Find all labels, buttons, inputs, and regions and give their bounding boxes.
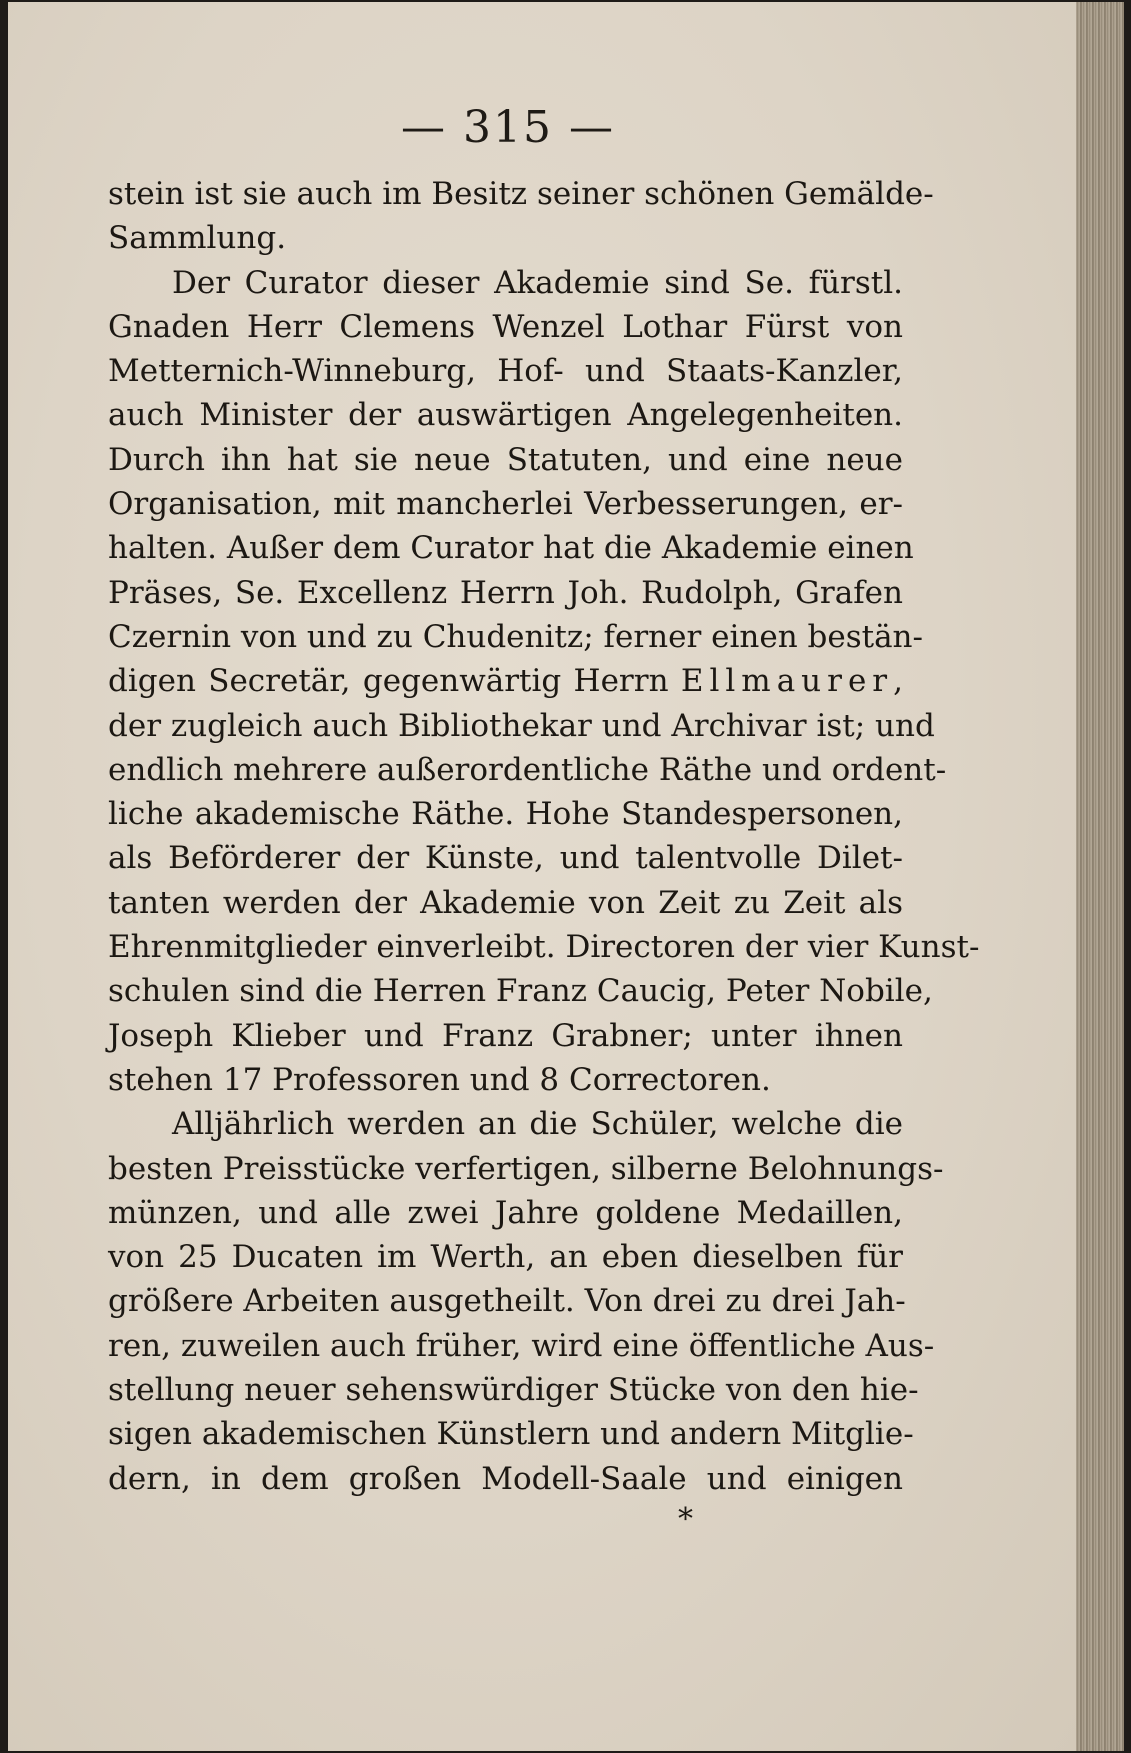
text-line: als Beförderer der Künste, und talentvolle Dilet- [108,840,903,877]
text-line [108,659,903,703]
text-segment: , [893,663,903,700]
text-line: tanten werden der Akademie von Zeit zu Zeit als [108,884,903,921]
text-line: dern, in dem großen Modell-Saale und einigen [108,1460,903,1497]
text-line: sigen akademischen Künstlern und andern Mitglie- [108,1416,914,1453]
text-segment: digen Secretär, gegenwärtig Herrn [108,663,669,700]
text-line: stellung neuer sehenswürdiger Stücke von den hie- [108,1372,919,1409]
paragraph-3 [108,1102,944,1501]
text-line: schulen sind die Herren Franz Caucig, Peter Nobile, [108,973,933,1010]
text-line: Gnaden Herr Clemens Wenzel Lothar Fürst von [108,308,903,345]
paragraph-2 [108,261,980,1103]
text-line: Ehrenmitglieder einverleibt. Directoren der vier Kunst- [108,929,980,966]
catchword-asterisk: * [678,1502,693,1537]
text-line: Sammlung. [108,220,287,257]
text-line: Der Curator dieser Akademie sind Se. fürstl. [172,264,903,301]
book-page-edges [1076,2,1124,1751]
text-line: liche akademische Räthe. Hohe Standespersonen, [108,796,903,833]
text-line: Präses, Se. Excellenz Herrn Joh. Rudolph, Grafen [108,574,903,611]
text-line: auch Minister der auswärtigen Angelegenheiten. [108,397,903,434]
text-line: Joseph Klieber und Franz Grabner; unter ihnen [108,1017,903,1054]
page-number-header: — 315 — [401,102,615,153]
text-line: Organisation, mit mancherlei Verbesserungen, er- [108,486,903,523]
text-line: stehen 17 Professoren und 8 Correctoren. [108,1061,771,1098]
paper-page [8,2,1077,1751]
text-line: Durch ihn hat sie neue Statuten, und eine neue [108,441,903,478]
text-line: besten Preisstücke verfertigen, silberne Belohnungs- [108,1150,944,1187]
text-line: Alljährlich werden an die Schüler, welche die [172,1106,903,1143]
text-line: größere Arbeiten ausgetheilt. Von drei zu drei Jah- [108,1283,906,1320]
text-line: stein ist sie auch im Besitz seiner schönen Gemälde- [108,176,934,212]
paragraph-1 [108,172,934,261]
text-line: der zugleich auch Bibliothekar und Archivar ist; und [108,707,935,744]
text-line: ren, zuweilen auch früher, wird eine öffentliche Aus- [108,1327,935,1364]
spaced-name: Ellmaurer [680,663,894,700]
text-line: Metternich-Winneburg, Hof- und Staats-Kanzler, [108,353,903,390]
body-text [108,172,980,1501]
text-line: endlich mehrere außerordentliche Räthe und ordent- [108,751,947,788]
text-line: halten. Außer dem Curator hat die Akademie einen [108,530,914,567]
text-line: von 25 Ducaten im Werth, an eben dieselben für [108,1239,903,1276]
text-line: münzen, und alle zwei Jahre goldene Medaillen, [108,1194,903,1231]
text-line: Czernin von und zu Chudenitz; ferner einen bestän- [108,618,923,655]
